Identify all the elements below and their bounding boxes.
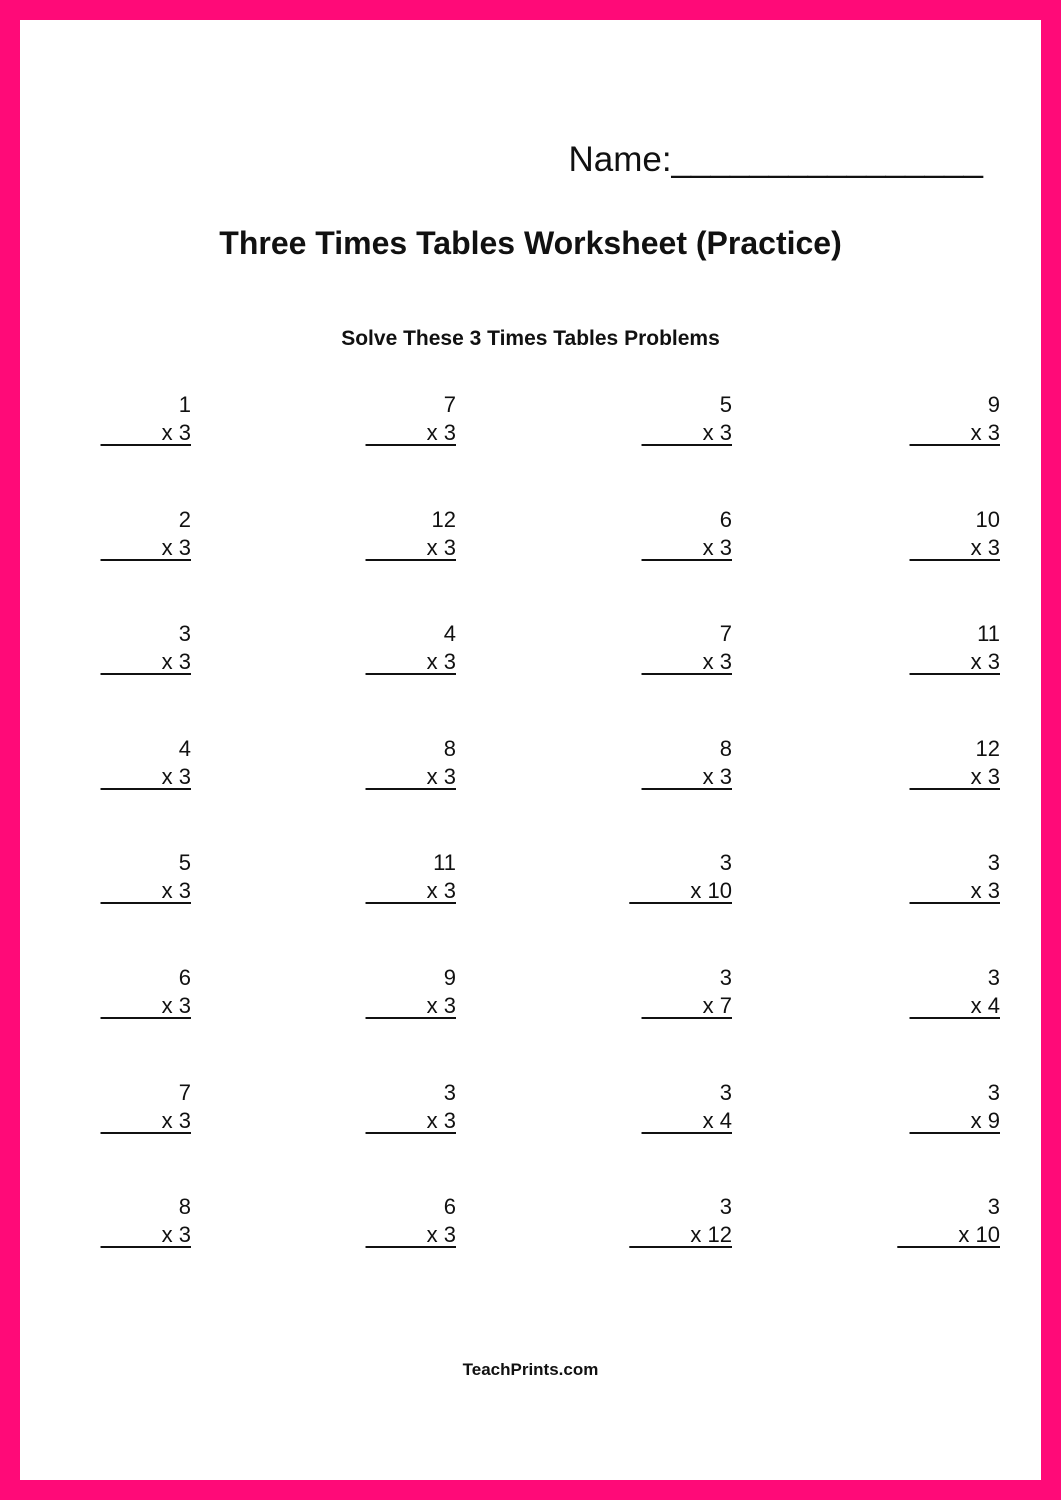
problem-item: [840, 964, 1000, 1020]
problem-multiplicand: 4: [443, 621, 456, 647]
problem-multiplier: x 3: [365, 993, 456, 1018]
problem-multiplicand: 9: [987, 392, 1000, 417]
problem-multiplicand: 11: [977, 621, 1000, 647]
problem-item: [572, 1193, 732, 1249]
problem-multiplicand: 3: [719, 1194, 732, 1220]
problem-item: [31, 506, 191, 562]
problem-multiplicand: 3: [443, 1079, 456, 1105]
problem-item: [296, 735, 456, 791]
problem-multiplier: x 10: [629, 878, 732, 904]
problem-item: [840, 849, 1000, 905]
problem-item: [840, 506, 1000, 562]
problem-multiplier: x 3: [641, 763, 732, 789]
problem-item: [840, 1193, 1000, 1249]
worksheet-page: [20, 20, 1041, 1480]
worksheet-subtitle: Solve These 3 Times Tables Problems: [341, 327, 720, 350]
problem-multiplier: x 3: [641, 420, 732, 445]
problem-item: [296, 1193, 456, 1249]
problem-multiplier: x 3: [909, 878, 1000, 904]
problem-item: [572, 391, 732, 447]
problem-multiplicand: 9: [443, 965, 456, 990]
problem-item: [572, 735, 732, 791]
problem-multiplier: x 3: [365, 878, 456, 904]
problem-multiplicand: 3: [987, 850, 1000, 876]
problem-multiplier: x 3: [100, 1222, 191, 1248]
problem-multiplier: x 3: [909, 763, 1000, 789]
problem-multiplier: x 3: [365, 1107, 456, 1133]
problem-item: [296, 506, 456, 562]
problem-item: [31, 391, 191, 447]
problem-item: [296, 1079, 456, 1135]
problem-multiplicand: 8: [178, 1194, 191, 1220]
problem-multiplier: x 3: [365, 1222, 456, 1248]
problem-multiplicand: 6: [178, 965, 191, 990]
problem-multiplicand: 3: [178, 621, 191, 647]
problem-multiplier: x 3: [100, 878, 191, 904]
problem-multiplicand: 10: [975, 506, 1000, 532]
problem-item: [572, 620, 732, 676]
problem-item: [296, 964, 456, 1020]
problem-multiplicand: 8: [719, 735, 732, 761]
problem-item: [572, 506, 732, 562]
problem-item: [840, 620, 1000, 676]
problem-multiplicand: 12: [975, 735, 1000, 761]
problem-multiplicand: 8: [443, 735, 456, 761]
problem-multiplier: x 7: [641, 993, 732, 1018]
problem-multiplier: x 3: [365, 763, 456, 789]
problem-item: [840, 1079, 1000, 1135]
problem-multiplicand: 7: [719, 621, 732, 647]
problem-multiplier: x 12: [629, 1222, 732, 1248]
name-field[interactable]: Name:________________: [568, 140, 983, 179]
problem-multiplicand: 5: [719, 392, 732, 417]
problem-multiplicand: 11: [433, 850, 456, 876]
problem-multiplicand: 3: [987, 1079, 1000, 1105]
problem-multiplier: x 3: [641, 534, 732, 560]
problem-item: [572, 964, 732, 1020]
problem-multiplier: x 3: [365, 420, 456, 445]
problem-multiplier: x 3: [100, 420, 191, 445]
problem-item: [31, 849, 191, 905]
problem-multiplier: x 3: [100, 993, 191, 1018]
problem-multiplier: x 3: [365, 534, 456, 560]
footer-site: TeachPrints.com: [462, 1360, 599, 1379]
problem-multiplier: x 3: [100, 763, 191, 789]
problem-multiplier: x 3: [909, 420, 1000, 445]
problem-item: [840, 735, 1000, 791]
problem-item: [296, 391, 456, 447]
problem-multiplicand: 4: [178, 735, 191, 761]
problem-multiplier: x 3: [100, 649, 191, 675]
problem-multiplicand: 3: [719, 850, 732, 876]
problem-multiplicand: 7: [178, 1079, 191, 1105]
problem-multiplier: x 9: [909, 1107, 1000, 1133]
problem-multiplicand: 3: [987, 965, 1000, 990]
problem-item: [572, 1079, 732, 1135]
problem-multiplicand: 12: [431, 506, 456, 532]
problem-multiplicand: 6: [443, 1194, 456, 1220]
problem-multiplier: x 10: [897, 1222, 1000, 1248]
problem-multiplier: x 3: [100, 1107, 191, 1133]
problem-multiplier: x 3: [909, 534, 1000, 560]
problem-item: [31, 1193, 191, 1249]
problem-multiplicand: 3: [987, 1194, 1000, 1220]
problem-item: [31, 620, 191, 676]
problem-item: [840, 391, 1000, 447]
problem-multiplicand: 3: [719, 1079, 732, 1105]
problem-multiplicand: 5: [178, 850, 191, 876]
problem-multiplier: x 4: [641, 1107, 732, 1133]
problem-multiplier: x 4: [909, 993, 1000, 1018]
problem-multiplicand: 1: [178, 392, 191, 417]
problem-multiplier: x 3: [100, 534, 191, 560]
problem-multiplier: x 3: [909, 649, 1000, 675]
worksheet-title: Three Times Tables Worksheet (Practice): [219, 225, 842, 261]
problem-item: [31, 735, 191, 791]
problem-item: [296, 849, 456, 905]
problem-multiplicand: 7: [443, 392, 456, 417]
problem-multiplicand: 2: [178, 506, 191, 532]
problem-item: [572, 849, 732, 905]
problem-item: [31, 1079, 191, 1135]
problem-multiplicand: 3: [719, 965, 732, 990]
problem-item: [31, 964, 191, 1020]
problem-multiplier: x 3: [641, 649, 732, 675]
problem-multiplier: x 3: [365, 649, 456, 675]
problem-item: [296, 620, 456, 676]
problem-multiplicand: 6: [719, 506, 732, 532]
